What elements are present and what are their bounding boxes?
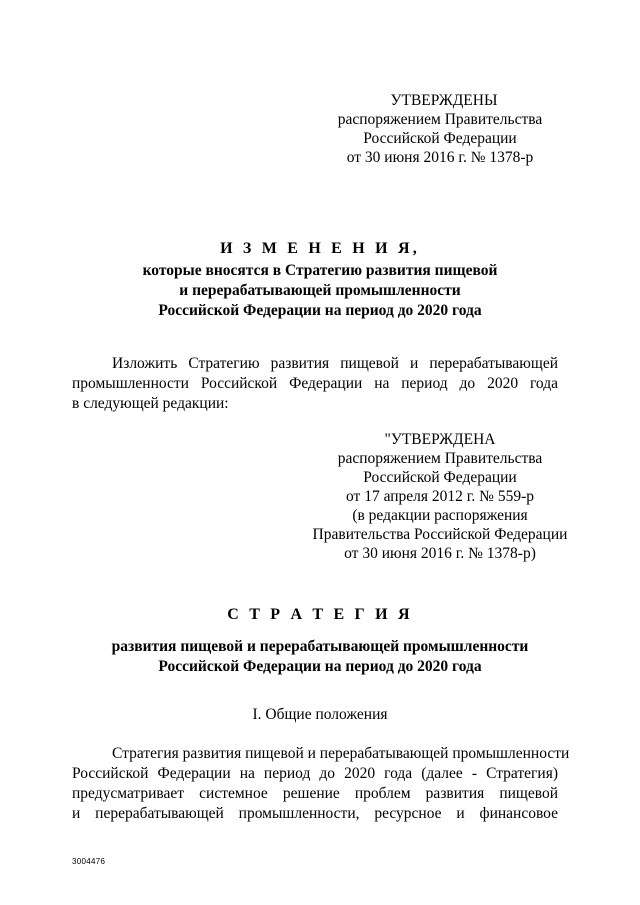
strategy-subtitle-line: развития пищевой и перерабатывающей промышленности [111,638,529,655]
approval-stamp [320,91,560,167]
strategy-subtitle-line: Российской Федерации на период до 2020 года [158,658,482,675]
changes-subtitle-line: и перерабатывающей промышленности [179,282,461,299]
document-code: 3004476 [72,857,106,866]
approval-line: Российской Федерации [363,130,517,147]
approval-line: от 30 июня 2016 г. № 1378-р) [344,545,536,562]
paragraph-line: Стратегия развития пищевой и перерабатывающей промышленности [112,745,570,762]
approval-line: от 17 апреля 2012 г. № 559-р [346,488,534,505]
approval-line: Российской Федерации [363,469,517,486]
approval-line: от 30 июня 2016 г. № 1378-р [346,149,534,166]
approval-line: распоряжением Правительства [337,450,543,467]
approval-line: (в редакции распоряжения [352,507,528,524]
strategy-title-block [60,605,580,677]
intro-paragraph [72,354,558,414]
section-paragraph [72,744,570,824]
changes-subtitle-line: которые вносятся в Стратегию развития пищевой [142,262,498,279]
section-heading: I. Общие положения [252,706,388,723]
approval-heading: УТВЕРЖДЕНЫ [390,92,498,109]
paragraph-line: Российской Федерации на период до 2020 года (далее - Стратегия) [72,765,558,782]
paragraph-line: предусматривает системное решение проблем развития пищевой [72,785,558,802]
paragraph-line: и перерабатывающей промышленности, ресурсное и финансовое [72,805,558,822]
changes-heading: И З М Е Н Е Н И Я, [220,240,420,257]
paragraph-line: промышленности Российской Федерации на период до 2020 года [72,375,558,392]
changes-title-block [60,239,580,321]
approval-line: распоряжением Правительства [337,111,543,128]
strategy-heading: С Т Р А Т Е Г И Я [227,606,413,623]
approval-line: Правительства Российской Федерации [312,526,568,543]
paragraph-line: Изложить Стратегию развития пищевой и перерабатывающей [112,355,558,372]
changes-subtitle-line: Российской Федерации на период до 2020 года [158,302,482,319]
paragraph-line: в следующей редакции: [72,395,229,412]
strategy-approval-stamp [300,430,580,563]
approval-heading: "УТВЕРЖДЕНА [384,431,496,448]
